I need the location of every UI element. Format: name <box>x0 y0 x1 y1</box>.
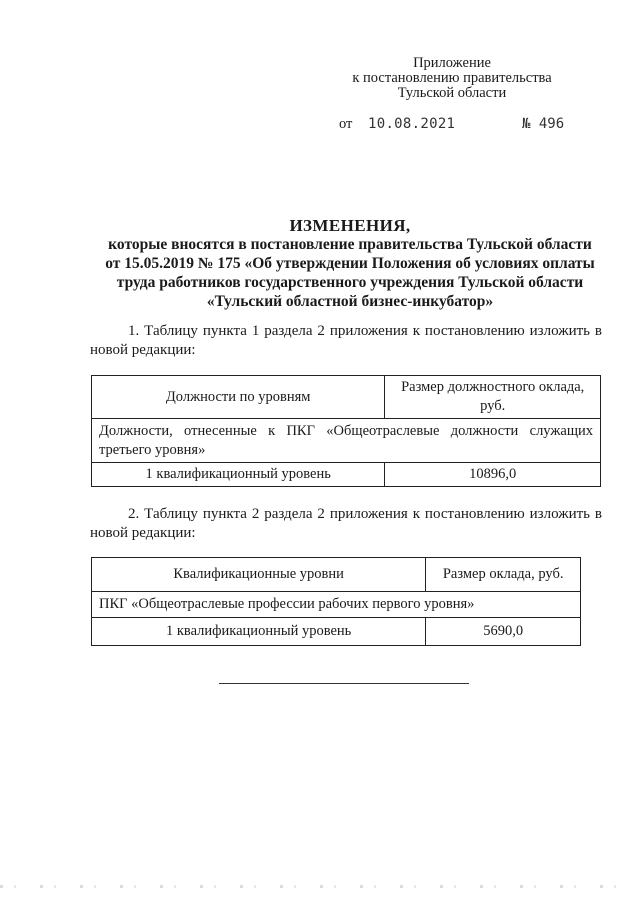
table-2-salary-value: 5690,0 <box>426 618 581 646</box>
table-1-header-positions: Должности по уровням <box>92 376 385 419</box>
table-1-group-row <box>92 419 601 463</box>
table-row <box>92 463 601 487</box>
table-1-salary-value: 10896,0 <box>385 463 601 487</box>
closing-rule <box>219 683 469 684</box>
paragraph-1 <box>90 322 602 360</box>
table-2 <box>91 557 581 646</box>
table-2-header-row <box>92 558 581 592</box>
document-date: 10.08.2021 <box>368 116 456 132</box>
appendix-line-2: к постановлению правительства <box>352 70 552 86</box>
table-2-level: 1 квалификационный уровень <box>92 618 426 646</box>
table-1-header-row <box>92 376 601 419</box>
document-title <box>60 216 640 311</box>
title-line-2: от 15.05.2019 № 175 «Об утверждении Положения об условиях оплаты <box>105 255 595 272</box>
table-1-header-salary: Размер должностного оклада, руб. <box>385 376 601 419</box>
title-heading: ИЗМЕНЕНИЯ, <box>289 216 411 235</box>
date-from-label: от <box>339 116 353 132</box>
title-line-1: которые вносятся в постановление правительства Тульской области <box>108 236 592 253</box>
paragraph-1-text: 1. Таблицу пункта 1 раздела 2 приложения к постановлению изложить в новой редакции: <box>90 323 602 358</box>
table-2-header-salary: Размер оклада, руб. <box>426 558 581 592</box>
table-1 <box>91 375 601 487</box>
scan-artifact <box>0 885 640 888</box>
title-line-4: «Тульский областной бизнес-инкубатор» <box>206 293 494 310</box>
table-2-group-label: ПКГ «Общеотраслевые профессии рабочих первого уровня» <box>92 592 581 618</box>
table-row <box>92 618 581 646</box>
table-2-group-row <box>92 592 581 618</box>
table-1-group-label: Должности, отнесенные к ПКГ «Общеотраслевые должности служащих третьего уровня» <box>92 419 601 463</box>
table-1-level: 1 квалификационный уровень <box>92 463 385 487</box>
paragraph-2-text: 2. Таблицу пункта 2 раздела 2 приложения к постановлению изложить в новой редакции: <box>90 506 602 541</box>
appendix-line-3: Тульской области <box>397 85 507 101</box>
table-2-header-levels: Квалификационные уровни <box>92 558 426 592</box>
appendix-line-1: Приложение <box>413 55 491 71</box>
document-number: № 496 <box>522 116 565 132</box>
paragraph-2 <box>90 505 602 543</box>
appendix-header <box>332 56 572 101</box>
title-line-3: труда работников государственного учреждения Тульской области <box>116 274 584 291</box>
